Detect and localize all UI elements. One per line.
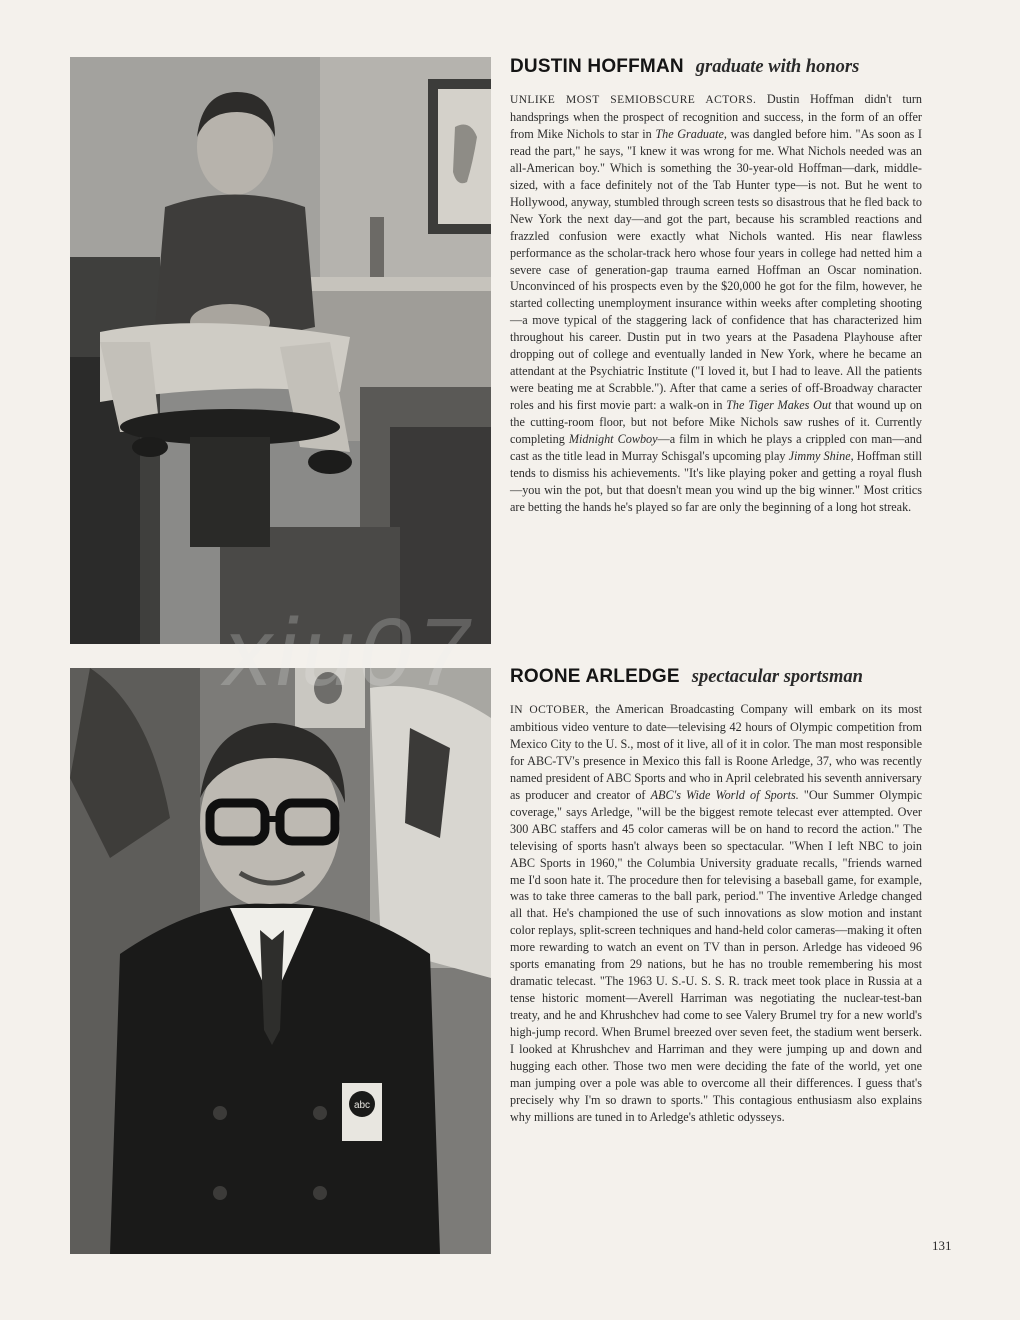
headline <box>510 53 922 79</box>
italic-title: Midnight Cowboy <box>568 432 658 447</box>
italic-title: The Graduate, <box>655 126 727 141</box>
hoffman-photo <box>70 57 491 644</box>
article-hoffman <box>510 53 922 516</box>
body-run: that wound up on the cutting-room floor, but not before Mike Nichols saw rushes of it. Currently completing <box>510 398 923 447</box>
italic-title: Jimmy Shine, <box>788 449 854 464</box>
body-run: "Our Summer Olympic coverage," says Arledge, "will be the biggest remote telecast ever attempted. Over 300 ABC staffers and 45 color cameras will be on hand to record the action." The televising of sports hasn't always been so spectacular. "When I left NBC to join ABC Sports in 1960," the Columbia University graduate recalls, "friends warned me I'd soon hate it. The procedure then for televising a baseball game, for example, was to take three cameras to the ball park, period." The inventive Arledge changed all that. He's championed the use of such innovations as slow motion and instant color replays, split-screen techniques and hand-held color cameras—making it often more rewarding to watch an event on TV than in person. Arledge has videoed 96 sports emanating from 29 nations, but he has no trouble remembering his most dramatic telecast. "The 1963 U. S.-U. S. S. R. track meet took place in Russia at a tense historic moment—Averell Harriman was negotiating the nuclear-test-ban treaty, and he and Khrushchev had come to see Valery Brumel try for a new world's high-jump record. When Brumel breezed over seven feet, the stadium went berserk. I looked at Khrushchev and Harriman and they were jumping up and down and hugging each other. Those two men were deciding the fate of the world, yet one man jumping over a pole was able to overcome all their differences. I guess that's precisely why I'm so drawn to sports." This contagious enthusiasm also explains why millions are tuned in to Arledge's athletic odysseys. <box>510 787 922 1124</box>
hoffman-photo-image <box>70 57 491 644</box>
body-run: was dangled before him. "As soon as I read the part," he says, "I knew it was wrong for me. What Nichols needed was an all-American boy." Which is something the 30-year-old Hoffman—dark, middle-sized, with a face definitely not of the Tab Hunter type—is not. But he went to Hollywood, anyway, stumbled through screen tests so disastrous that he fled back to New York the next day—and got the part, because his scrambled reactions and frazzled confusion were exactly what Nichols wanted. His near flawless performance as the scholar-track hero whose four years in college had netted him a severe case of generation-gap trauma earned Hoffman an Oscar nomination. Unconvinced of his prospects even by the $20,000 he got for the film, however, he started collecting unemployment insurance within weeks after completing shooting—a move typical of the staggering lack of confidence that has characterized him throughout his career. Dustin put in two years at the Pasadena Playhouse after dropping out of college and eventually landed in New York, where he became an attendant at the Psychiatric Institute ("I loved it, but I had to leave. All the patients were beating me at Scrabble."). After that came a series of off-Broadway character roles and his first movie part: a walk-on in <box>510 126 922 413</box>
headline-name: ROONE ARLEDGE <box>510 666 680 687</box>
headline <box>510 663 922 689</box>
italic-title: The Tiger Makes Out <box>726 398 832 413</box>
article-arledge <box>510 663 922 1126</box>
body-run: Hoffman still tends to dismiss his achievements. "It's like playing poker and getting a royal flush—you win the pot, but that doesn't mean you wind up the big winner." Most critics are betting the hands he's played so far are only the beginning of a long hot streak. <box>510 449 923 514</box>
body-run: the American Broadcasting Company will embark on its most ambitious video venture to date—televising 42 hours of Olympic competition from Mexico City to the U. S., most of it live, all of it in color. The man most responsible for ABC-TV's presence in Mexico this fall is Roone Arledge, 37, who was recently named president of ABC Sports and who in April celebrated his seventh anniversary as producer and creator of <box>510 702 923 802</box>
lead-in: IN OCTOBER, <box>510 704 589 716</box>
body-run: —a film in which he plays a crippled con man—and cast as the title lead in Murray Schisgal's upcoming play <box>510 432 922 464</box>
body-run: Dustin Hoffman didn't turn handsprings when the prospect of recognition and success, in the form of an offer from Mike Nichols to star in <box>510 92 922 141</box>
lead-in: UNLIKE MOST SEMIOBSCURE ACTORS. <box>510 94 757 106</box>
page-number: 131 <box>932 1238 952 1253</box>
article-body <box>510 701 922 1126</box>
watermark: xiu07 <box>215 599 485 706</box>
headline-name: DUSTIN HOFFMAN <box>510 56 684 77</box>
arledge-photo <box>70 668 491 1254</box>
headline-tagline: spectacular sportsman <box>691 667 863 687</box>
abc-badge-text: abc <box>353 1100 371 1111</box>
arledge-photo-image <box>70 668 491 1254</box>
headline-tagline: graduate with honors <box>695 57 860 77</box>
article-body <box>510 91 922 516</box>
italic-title: ABC's Wide World of Sports. <box>650 787 799 802</box>
